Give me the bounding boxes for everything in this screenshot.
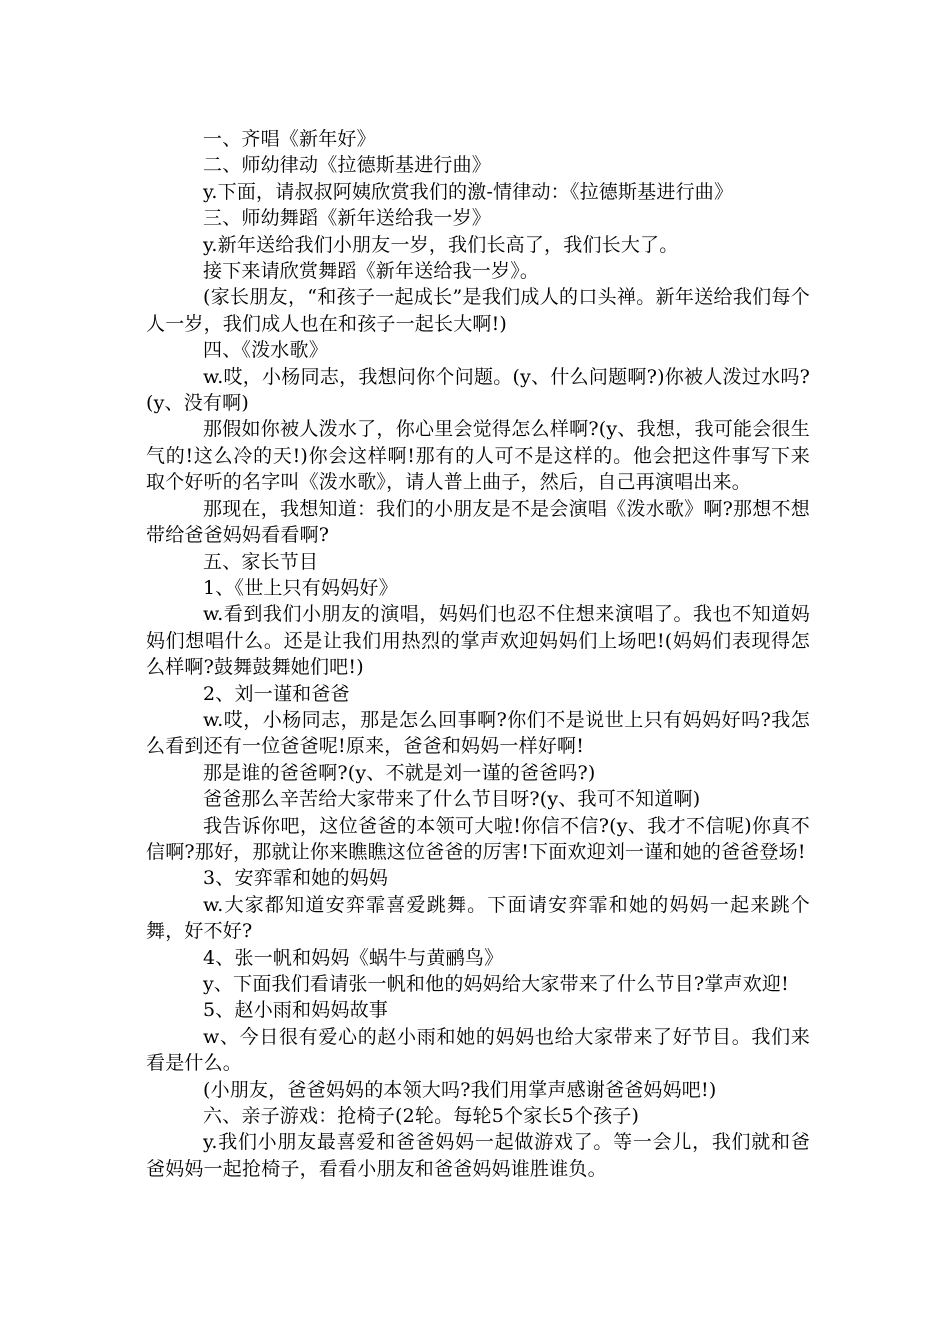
paragraph: 那假如你被人泼水了，你心里会觉得怎么样啊?(y、我想，我可能会很生气的!这么冷的天!)你会这样啊!那有的人可不是这样的。他会把这件事写下来取个好听的名字叫《泼水歌》，请人普上曲子，然后，自己再演唱出来。 xyxy=(146,418,810,494)
paragraph: w.哎，小杨同志，那是怎么回事啊?你们不是说世上只有妈妈好吗?我怎么看到还有一位爸爸呢!原来，爸爸和妈妈一样好啊! xyxy=(146,708,810,758)
paragraph: 接下来请欣赏舞蹈《新年送给我一岁》。 xyxy=(203,260,540,283)
heading-3: 三、师幼舞蹈《新年送给我一岁》 xyxy=(203,207,492,230)
paragraph: 爸爸那么辛苦给大家带来了什么节目呀?(y、我可不知道啊) xyxy=(203,788,701,811)
paragraph: w.看到我们小朋友的演唱，妈妈们也忍不住想来演唱了。我也不知道妈妈们想唱什么。还是让我们用热烈的掌声欢迎妈妈们上场吧!(妈妈们表现得怎么样啊?鼓舞鼓舞她们吧!) xyxy=(146,603,810,679)
paragraph: 那是谁的爸爸啊?(y、不就是刘一谨的爸爸吗?) xyxy=(203,761,596,784)
document-body xyxy=(146,126,810,1182)
subheading: 2、刘一谨和爸爸 xyxy=(203,682,350,705)
heading-5: 五、家长节目 xyxy=(203,550,319,573)
subheading: 5、赵小雨和妈妈故事 xyxy=(203,999,389,1022)
paragraph: y、下面我们看请张一帆和他的妈妈给大家带来了什么节目?掌声欢迎! xyxy=(203,973,789,995)
subheading: 1、《世上只有妈妈好》 xyxy=(203,576,398,599)
paragraph: y.我们小朋友最喜爱和爸爸妈妈一起做游戏了。等一会儿，我们就和爸爸妈妈一起抢椅子，看看小朋友和爸爸妈妈谁胜谁负。 xyxy=(146,1131,810,1180)
paragraph: y.新年送给我们小朋友一岁，我们长高了，我们长大了。 xyxy=(203,233,679,256)
heading-1: 一、齐唱《新年好》 xyxy=(203,128,376,150)
subheading: 3、安弈霏和她的妈妈 xyxy=(203,867,389,890)
heading-4: 四、《泼水歌》 xyxy=(203,339,328,362)
paragraph: w.大家都知道安弈霏喜爱跳舞。下面请安弈霏和她的妈妈一起来跳个舞，好不好? xyxy=(146,893,810,943)
heading-2: 二、师幼律动《拉德斯基进行曲》 xyxy=(203,154,492,177)
paragraph: (小朋友，爸爸妈妈的本领大吗?我们用掌声感谢爸爸妈妈吧!) xyxy=(203,1078,717,1101)
heading-6: 六、亲子游戏：抢椅子(2轮。每轮5个家长5个孩子) xyxy=(203,1105,640,1128)
paragraph: (家长朋友，“和孩子一起成长”是我们成人的口头禅。新年送给我们每个人一岁，我们成人也在和孩子一起长大啊!) xyxy=(146,286,810,335)
paragraph: 我告诉你吧，这位爸爸的本领可大啦!你信不信?(y、我才不信呢)你真不信啊?那好，那就让你来瞧瞧这位爸爸的厉害!下面欢迎刘一谨和她的爸爸登场! xyxy=(146,814,810,863)
paragraph: w.哎，小杨同志，我想问你个问题。(y、什么问题啊?)你被人泼过水吗?(y、没有啊) xyxy=(146,365,810,415)
paragraph: w、今日很有爱心的赵小雨和她的妈妈也给大家带来了好节目。我们来看是什么。 xyxy=(146,1025,810,1075)
subheading: 4、张一帆和妈妈《蜗牛与黄鹂鸟》 xyxy=(203,946,504,969)
paragraph: 那现在，我想知道：我们的小朋友是不是会演唱《泼水歌》啊?那想不想带给爸爸妈妈看看啊? xyxy=(146,497,810,547)
paragraph: y.下面，请叔叔阿姨欣赏我们的激-情律动：《拉德斯基进行曲》 xyxy=(203,180,734,203)
